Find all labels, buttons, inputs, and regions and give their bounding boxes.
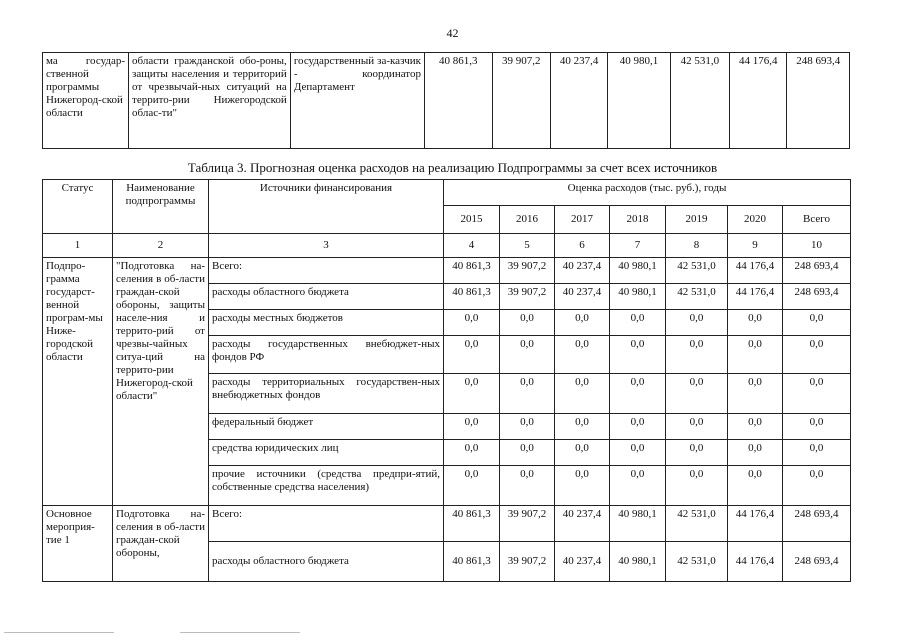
cell-value: 0,0 — [444, 310, 500, 336]
cell-value: 0,0 — [783, 336, 851, 374]
cell-value: 39 907,2 — [500, 506, 555, 542]
column-number: 9 — [728, 234, 783, 258]
header-year: 2015 — [444, 206, 500, 234]
source-label: расходы областного бюджета — [209, 284, 444, 310]
block2-name: Подготовка на-селения в об-ласти граждан-ской обороны, — [113, 506, 209, 582]
cell-value: 0,0 — [783, 310, 851, 336]
scan-artifact-line — [4, 632, 114, 633]
continuation-table — [42, 52, 850, 149]
cell-value: 0,0 — [555, 440, 610, 466]
cell-value: 0,0 — [666, 414, 728, 440]
cell-value: 0,0 — [500, 336, 555, 374]
cell-value: 0,0 — [666, 310, 728, 336]
cell-value: 44 176,4 — [728, 284, 783, 310]
cell-value: 0,0 — [728, 414, 783, 440]
cell-value: 0,0 — [444, 440, 500, 466]
cell-value: 42 531,0 — [666, 542, 728, 582]
cell-value: 40 980,1 — [610, 284, 666, 310]
cell-value: 248 693,4 — [783, 506, 851, 542]
column-number: 6 — [555, 234, 610, 258]
top-row-name: области гражданской обо-роны, защиты населения и территорий от чрезвычай-ных ситуаций на террито-рии Нижегородской облас-ти" — [129, 53, 291, 149]
cell-value: 44 176,4 — [728, 506, 783, 542]
scan-artifact-line — [180, 632, 300, 633]
cell-value: 0,0 — [666, 440, 728, 466]
header-year: 2016 — [500, 206, 555, 234]
column-number: 2 — [113, 234, 209, 258]
header-name: Наименование подпрограммы — [113, 180, 209, 234]
cell-value: 0,0 — [500, 466, 555, 506]
cell-value: 248 693,4 — [783, 284, 851, 310]
top-row-value: 40 980,1 — [608, 53, 670, 149]
cell-value: 44 176,4 — [728, 258, 783, 284]
block2-status: Основное мероприя-тие 1 — [43, 506, 113, 582]
cell-value: 0,0 — [500, 374, 555, 414]
source-label: расходы областного бюджета — [209, 542, 444, 582]
cell-value: 0,0 — [610, 414, 666, 440]
cell-value: 0,0 — [444, 414, 500, 440]
source-label: Всего: — [209, 506, 444, 542]
header-estimate: Оценка расходов (тыс. руб.), годы — [444, 180, 851, 206]
top-row-value: 44 176,4 — [730, 53, 787, 149]
source-label: Всего: — [209, 258, 444, 284]
header-year: 2018 — [610, 206, 666, 234]
top-row-value: 40 861,3 — [424, 53, 492, 149]
cell-value: 0,0 — [728, 466, 783, 506]
source-label: федеральный бюджет — [209, 414, 444, 440]
cell-value: 0,0 — [666, 336, 728, 374]
cell-value: 0,0 — [610, 336, 666, 374]
header-year: 2017 — [555, 206, 610, 234]
cell-value: 40 861,3 — [444, 258, 500, 284]
cell-value: 40 980,1 — [610, 542, 666, 582]
top-row-source: государственный за-казчик - координатор Департамент — [290, 53, 424, 149]
cell-value: 0,0 — [728, 374, 783, 414]
cell-value: 42 531,0 — [666, 506, 728, 542]
column-number: 1 — [43, 234, 113, 258]
header-year: 2020 — [728, 206, 783, 234]
cell-value: 40 237,4 — [555, 284, 610, 310]
source-label: средства юридических лиц — [209, 440, 444, 466]
cell-value: 248 693,4 — [783, 542, 851, 582]
cell-value: 0,0 — [610, 310, 666, 336]
cell-value: 0,0 — [728, 440, 783, 466]
column-number: 4 — [444, 234, 500, 258]
cell-value: 0,0 — [444, 336, 500, 374]
cell-value: 40 861,3 — [444, 542, 500, 582]
cell-value: 39 907,2 — [500, 542, 555, 582]
header-status: Статус — [43, 180, 113, 234]
cell-value: 0,0 — [610, 466, 666, 506]
cell-value: 0,0 — [500, 414, 555, 440]
block1-name: "Подготовка на-селения в об-ласти граждан-ской обороны, защиты населе-ния и террито-рий от чрезвы-чайных ситуа-ций на террито-рии Нижегород-ской области" — [113, 258, 209, 506]
column-number: 5 — [500, 234, 555, 258]
cell-value: 39 907,2 — [500, 258, 555, 284]
cell-value: 40 861,3 — [444, 506, 500, 542]
top-row-value: 40 237,4 — [550, 53, 607, 149]
page-number: 42 — [446, 26, 459, 40]
column-number: 7 — [610, 234, 666, 258]
cell-value: 0,0 — [610, 440, 666, 466]
table-row — [43, 258, 851, 284]
source-label: расходы местных бюджетов — [209, 310, 444, 336]
cell-value: 0,0 — [610, 374, 666, 414]
cell-value: 40 980,1 — [610, 258, 666, 284]
column-number: 8 — [666, 234, 728, 258]
source-label: прочие источники (средства предпри-ятий, собственные средства населения) — [209, 466, 444, 506]
table-row — [43, 506, 851, 542]
cell-value: 0,0 — [783, 440, 851, 466]
cell-value: 0,0 — [728, 310, 783, 336]
cell-value: 40 237,4 — [555, 506, 610, 542]
cell-value: 0,0 — [444, 466, 500, 506]
cell-value: 0,0 — [783, 374, 851, 414]
cell-value: 0,0 — [500, 440, 555, 466]
column-number: 3 — [209, 234, 444, 258]
cell-value: 0,0 — [555, 310, 610, 336]
cell-value: 248 693,4 — [783, 258, 851, 284]
table-caption: Таблица 3. Прогнозная оценка расходов на реализацию Подпрограммы за счет всех источников — [187, 160, 718, 175]
cell-value: 0,0 — [783, 466, 851, 506]
cell-value: 0,0 — [444, 374, 500, 414]
top-row-value: 248 693,4 — [787, 53, 850, 149]
top-row-value: 42 531,0 — [670, 53, 729, 149]
cell-value: 40 861,3 — [444, 284, 500, 310]
cell-value: 0,0 — [666, 374, 728, 414]
header-year: 2019 — [666, 206, 728, 234]
forecast-table — [42, 179, 851, 582]
header-sources: Источники финансирования — [209, 180, 444, 234]
cell-value: 42 531,0 — [666, 258, 728, 284]
cell-value: 44 176,4 — [728, 542, 783, 582]
cell-value: 40 980,1 — [610, 506, 666, 542]
cell-value: 0,0 — [555, 466, 610, 506]
cell-value: 40 237,4 — [555, 542, 610, 582]
cell-value: 39 907,2 — [500, 284, 555, 310]
source-label: расходы государственных внебюджет-ных фондов РФ — [209, 336, 444, 374]
cell-value: 0,0 — [555, 336, 610, 374]
top-row-status: ма государ-ственной программы Нижегород-ской области — [43, 53, 129, 149]
cell-value: 42 531,0 — [666, 284, 728, 310]
cell-value: 0,0 — [783, 414, 851, 440]
cell-value: 0,0 — [500, 310, 555, 336]
column-number: 10 — [783, 234, 851, 258]
header-year: Всего — [783, 206, 851, 234]
block1-status: Подпро-грамма государст-венной програм-мы Ниже-городской области — [43, 258, 113, 506]
top-row-value: 39 907,2 — [492, 53, 550, 149]
cell-value: 0,0 — [555, 374, 610, 414]
cell-value: 0,0 — [728, 336, 783, 374]
cell-value: 0,0 — [666, 466, 728, 506]
cell-value: 0,0 — [555, 414, 610, 440]
source-label: расходы территориальных государствен-ных внебюджетных фондов — [209, 374, 444, 414]
cell-value: 40 237,4 — [555, 258, 610, 284]
